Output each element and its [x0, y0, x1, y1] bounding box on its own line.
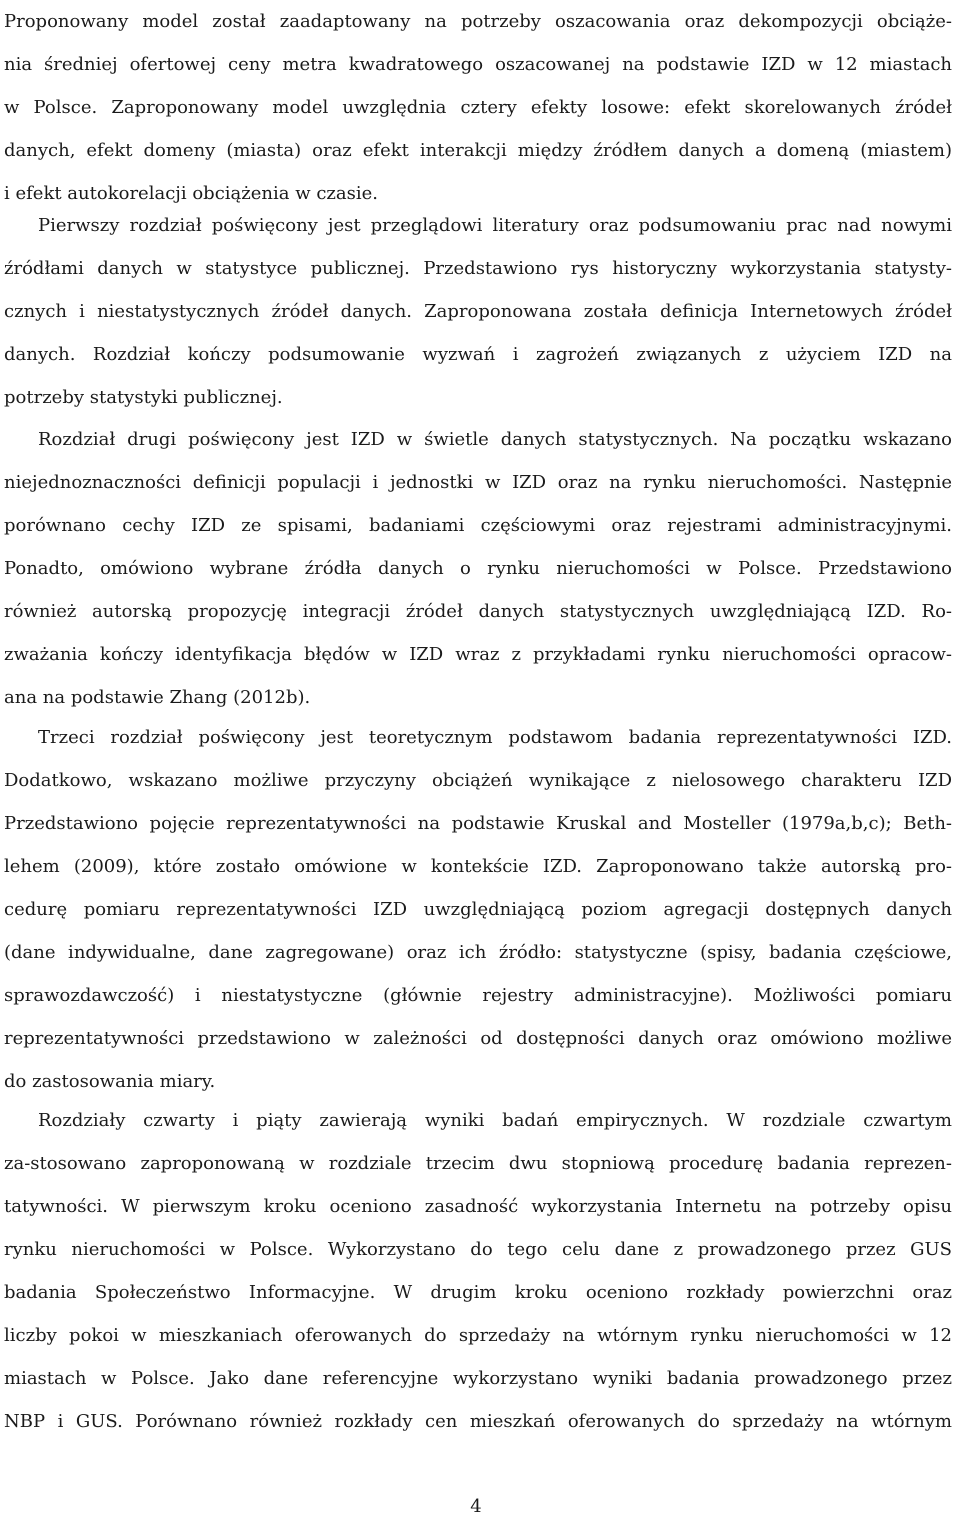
text-line: liczby pokoi w mieszkaniach oferowanych do sprzedaży na wtórnym rynku nieruchomości w 12 — [4, 1325, 952, 1346]
text-line: rynku nieruchomości w Polsce. Wykorzystano do tego celu dane z prowadzonego przez GUS — [4, 1239, 952, 1260]
text-line: porównano cechy IZD ze spisami, badaniami częściowymi oraz rejestrami administracyjnymi. — [4, 515, 952, 536]
text-line: w Polsce. Zaproponowany model uwzględnia cztery efekty losowe: efekt skorelowanych źródeł — [4, 97, 952, 118]
text-line: cedurę pomiaru reprezentatywności IZD uwzględniającą poziom agregacji dostępnych danych — [4, 899, 952, 920]
text-line: NBP i GUS. Porównano również rozkłady cen mieszkań oferowanych do sprzedaży na wtórnym — [4, 1411, 952, 1432]
text-line: Dodatkowo, wskazano możliwe przyczyny obciążeń wynikające z nielosowego charakteru IZD — [4, 770, 952, 791]
paragraph-chapter-two — [4, 418, 952, 719]
text-line: i efekt autokorelacji obciążenia w czasie. — [4, 183, 378, 204]
text-line: źródłami danych w statystyce publicznej. Przedstawiono rys historyczny wykorzystania statysty- — [4, 258, 952, 279]
text-line: Pierwszy rozdział poświęcony jest przeglądowi literatury oraz podsumowaniu prac nad nowymi — [38, 215, 952, 236]
text-line: do zastosowania miary. — [4, 1071, 216, 1092]
text-line: Rozdziały czwarty i piąty zawierają wyniki badań empirycznych. W rozdziale czwartym — [38, 1110, 952, 1131]
text-line: danych. Rozdział kończy podsumowanie wyzwań i zagrożeń związanych z użyciem IZD na — [4, 344, 952, 365]
paragraph-model-adaptation — [4, 0, 952, 215]
text-line: Rozdział drugi poświęcony jest IZD w świetle danych statystycznych. Na początku wskazano — [38, 429, 952, 450]
text-line: nia średniej ofertowej ceny metra kwadratowego oszacowanej na podstawie IZD w 12 miastach — [4, 54, 952, 75]
text-line: cznych i niestatystycznych źródeł danych. Zaproponowana została definicja Internetowych źródeł — [4, 301, 952, 322]
paragraph-chapter-one — [4, 204, 952, 419]
text-line: Proponowany model został zaadaptowany na potrzeby oszacowania oraz dekompozycji obciąże- — [4, 11, 952, 32]
text-line: miastach w Polsce. Jako dane referencyjne wykorzystano wyniki badania prowadzonego przez — [4, 1368, 952, 1389]
text-line: potrzeby statystyki publicznej. — [4, 387, 283, 408]
text-line: za-stosowano zaproponowaną w rozdziale trzecim dwu stopniową procedurę badania reprezen- — [4, 1153, 952, 1174]
text-line: zważania kończy identyfikacja błędów w IZD wraz z przykładami rynku nieruchomości opracow- — [4, 644, 952, 665]
text-line: Ponadto, omówiono wybrane źródła danych o rynku nieruchomości w Polsce. Przedstawiono — [4, 558, 952, 579]
paragraph-chapter-three — [4, 716, 952, 1103]
text-line: Trzeci rozdział poświęcony jest teoretycznym podstawom badania reprezentatywności IZD. — [38, 727, 952, 748]
text-line: badania Społeczeństwo Informacyjne. W drugim kroku oceniono rozkłady powierzchni oraz — [4, 1282, 952, 1303]
text-line: lehem (2009), które zostało omówione w kontekście IZD. Zaproponowano także autorską pro- — [4, 856, 952, 877]
text-line: tatywności. W pierwszym kroku oceniono zasadność wykorzystania Internetu na potrzeby opisu — [4, 1196, 952, 1217]
paragraph-chapters-four-five — [4, 1099, 952, 1443]
text-line: ana na podstawie Zhang (2012b). — [4, 687, 311, 708]
text-line: również autorską propozycję integracji źródeł danych statystycznych uwzględniającą IZD. Ro- — [4, 601, 952, 622]
text-line: reprezentatywności przedstawiono w zależności od dostępności danych oraz omówiono możliwe — [4, 1028, 952, 1049]
page-number: 4 — [470, 1496, 482, 1517]
text-line: danych, efekt domeny (miasta) oraz efekt interakcji między źródłem danych a domeną (miastem) — [4, 140, 952, 161]
text-line: (dane indywidualne, dane zagregowane) oraz ich źródło: statystyczne (spisy, badania częściowe, — [4, 942, 952, 963]
text-line: niejednoznaczności definicji populacji i jednostki w IZD oraz na rynku nieruchomości. Następnie — [4, 472, 952, 493]
text-line: sprawozdawczość) i niestatystyczne (głównie rejestry administracyjne). Możliwości pomiaru — [4, 985, 952, 1006]
text-line: Przedstawiono pojęcie reprezentatywności na podstawie Kruskal and Mosteller (1979a,b,c); Beth- — [4, 813, 952, 834]
